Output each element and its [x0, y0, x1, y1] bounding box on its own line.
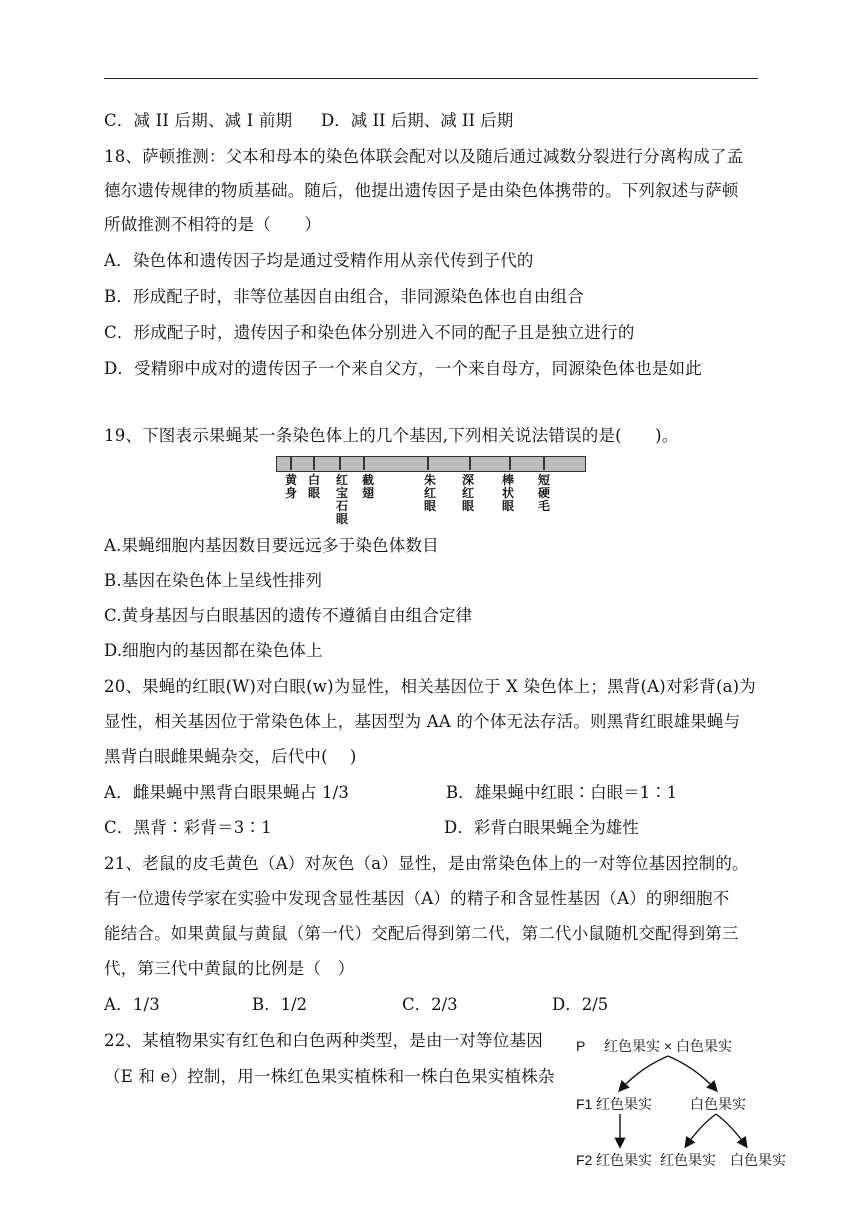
pedigree-f2-c: 白色果实: [730, 1152, 786, 1168]
pedigree-p-cross: 红色果实 × 白色果实: [604, 1038, 732, 1054]
q19-option-d: D.细胞内的基因都在染色体上: [104, 641, 323, 660]
chromosome-band: [427, 457, 429, 470]
q20-option-c: C．黑背∶彩背＝3∶1: [104, 818, 272, 837]
q18-option-a: A．染色体和遗传因子均是通过受精作用从亲代传到子代的: [104, 251, 534, 270]
q20-option-b: B．雄果蝇中红眼∶白眼＝1∶1: [446, 783, 678, 802]
q22-stem-2: （E 和 e）控制，用一株红色果实植株和一株白色果实植株杂: [104, 1067, 555, 1086]
chromosome-diagram: [276, 456, 586, 472]
q21-option-d: D．2/5: [552, 995, 609, 1014]
q19-option-a: A.果蝇细胞内基因数目要远远多于染色体数目: [104, 536, 439, 555]
gene-label: 短硬毛: [537, 473, 550, 513]
gene-label: 黄身: [284, 473, 297, 500]
q17-option-d: D．减 II 后期、减 II 后期: [321, 111, 514, 130]
chromosome-band: [313, 457, 315, 470]
q19-option-c: C.黄身基因与白眼基因的遗传不遵循自由组合定律: [104, 606, 473, 625]
q18-stem-1: 18、萨顿推测：父本和母本的染色体联会配对以及随后通过减数分裂进行分离构成了孟: [104, 147, 744, 166]
q21-stem-3: 能结合。如果黄鼠与黄鼠（第一代）交配后得到第二代，第二代小鼠随机交配得到第三: [104, 924, 739, 943]
header-rule: [104, 78, 758, 79]
pedigree-f2-b: 红色果实: [660, 1152, 716, 1168]
q21-option-b: B．1/2: [252, 995, 308, 1014]
pedigree-f1-right: 白色果实: [690, 1096, 746, 1112]
pedigree-p-label: P: [576, 1038, 586, 1054]
q19-option-b: B.基因在染色体上呈线性排列: [104, 571, 323, 590]
q18-stem-3: 所做推测不相符的是（ ）: [104, 215, 322, 234]
pedigree-f2-a: 红色果实: [596, 1152, 652, 1168]
q18-stem-2: 德尔遗传规律的物质基础。随后，他提出遗传因子是由染色体携带的。下列叙述与萨顿: [104, 181, 739, 200]
q19-stem: 19、下图表示果蝇某一条染色体上的几个基因,下列相关说法错误的是( )。: [104, 426, 679, 445]
q20-option-d: D．彩背白眼果蝇全为雄性: [444, 818, 639, 837]
gene-label: 白眼: [307, 473, 320, 500]
q20-option-a: A．雌果蝇中黑背白眼果蝇占 1/3: [104, 783, 350, 802]
q18-option-b: B．形成配子时，非等位基因自由组合，非同源染色体也自由组合: [104, 287, 584, 306]
gene-label: 朱红眼: [423, 473, 436, 513]
pedigree-arrow: [668, 1056, 716, 1090]
q20-stem-1: 20、果蝇的红眼(W)对白眼(w)为显性，相关基因位于 X 染色体上；黑背(A)对彩背(a)为: [104, 677, 756, 696]
q20-stem-3: 黑背白眼雌果蝇杂交，后代中( ): [104, 747, 357, 766]
q18-option-c: C．形成配子时，遗传因子和染色体分别进入不同的配子且是独立进行的: [104, 323, 635, 342]
q22-stem-1: 22、某植物果实有红色和白色两种类型，是由一对等位基因: [104, 1031, 543, 1050]
chromosome-band: [469, 457, 471, 470]
gene-label: 棒状眼: [501, 473, 514, 513]
pedigree-arrow: [686, 1114, 716, 1146]
chromosome-band: [339, 457, 341, 470]
q21-stem-4: 代，第三代中黄鼠的比例是（ ）: [104, 959, 355, 978]
chromosome-band: [363, 457, 365, 470]
q21-option-a: A．1/3: [104, 995, 160, 1014]
chromosome-band: [509, 457, 511, 470]
gene-label: 截翅: [361, 473, 374, 500]
q18-option-d: D．受精卵中成对的遗传因子一个来自父方，一个来自母方，同源染色体也是如此: [104, 359, 702, 378]
q21-stem-2: 有一位遗传学家在实验中发现含显性基因（A）的精子和含显性基因（A）的卵细胞不: [104, 889, 730, 908]
q20-stem-2: 显性，相关基因位于常染色体上，基因型为 AA 的个体无法存活。则黑背红眼雄果蝇与: [104, 712, 741, 731]
pedigree-f1-left: 红色果实: [596, 1096, 652, 1112]
pedigree-arrow: [620, 1056, 668, 1090]
pedigree-f2-label: F2: [576, 1152, 593, 1168]
chromosome-band: [543, 457, 545, 470]
q21-option-c: C．2/3: [402, 995, 458, 1014]
pedigree-arrows: [570, 1030, 790, 1180]
q17-option-c: C．减 II 后期、减 I 前期: [104, 111, 293, 130]
pedigree-arrow: [716, 1114, 746, 1146]
q21-stem-1: 21、老鼠的皮毛黄色（A）对灰色（a）显性，是由常染色体上的一对等位基因控制的。: [104, 854, 749, 873]
gene-label: 深红眼: [461, 473, 474, 513]
gene-label: 红宝石眼: [335, 473, 348, 526]
pedigree-f1-label: F1: [576, 1096, 593, 1112]
chromosome-band: [290, 457, 292, 470]
